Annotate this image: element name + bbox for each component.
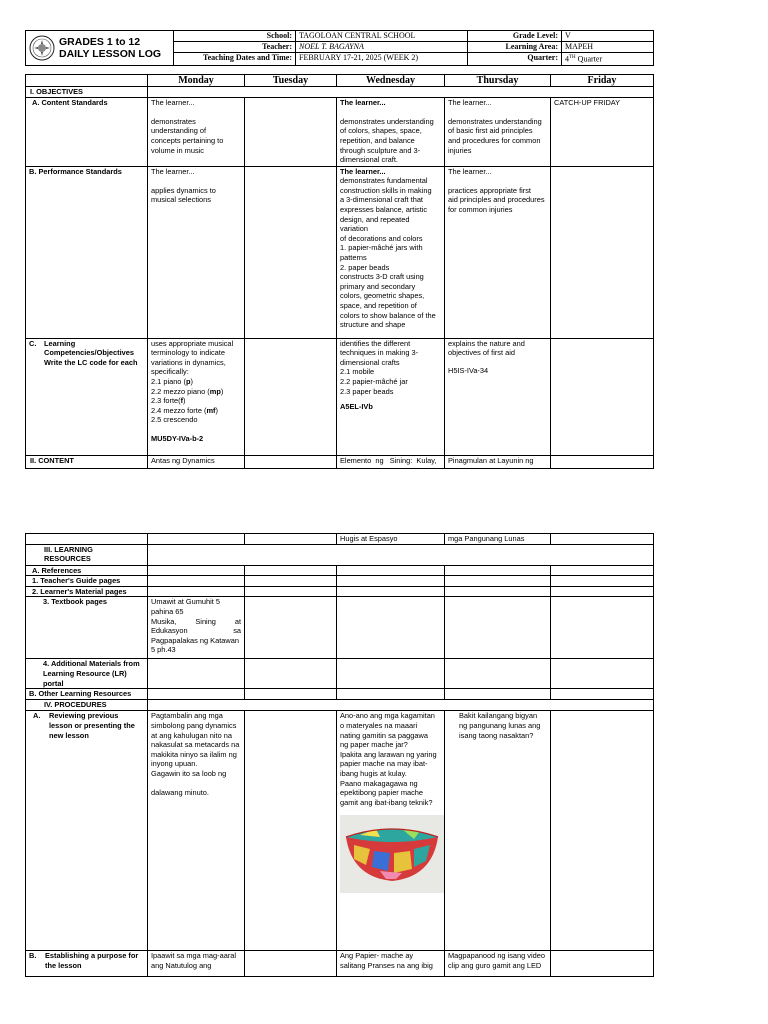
competencies-label xyxy=(26,338,148,455)
cont-thursday: mga Pangunang Lunas xyxy=(445,534,551,545)
competencies-prefix: C. xyxy=(29,338,37,348)
establishing-text: Establishing a purpose for the lesson xyxy=(45,951,139,970)
comp-mon-item xyxy=(151,406,241,416)
title-line1: GRADES 1 to 12 xyxy=(59,35,141,48)
comp-wed-body: identifies the different techniques in making 3- dimensional crafts 2.1 mobile 2.2 papier-mâché jar 2.3 paper beads xyxy=(340,338,419,396)
establishing-monday: Ipaawit sa mga mag-aaral ang Natutulog ang xyxy=(148,951,245,977)
lesson-table-page1 xyxy=(25,74,654,469)
content-standards-monday: The learner... demonstrates understanding of concepts pertaining to volume in music xyxy=(148,97,245,166)
performance-standards-row xyxy=(26,166,654,338)
competencies-wednesday xyxy=(337,338,445,455)
competencies-thursday xyxy=(445,338,551,455)
corner-cell xyxy=(26,75,148,87)
item-text: 2.4 mezzo forte ( xyxy=(151,405,207,415)
reviewing-prefix: A. xyxy=(33,711,41,721)
comp-wed-code: A5EL-IVb xyxy=(340,402,373,412)
quarter-value xyxy=(562,53,654,66)
lesson-table-page2 xyxy=(25,533,654,977)
comp-thu-code: H5IS-IVa-34 xyxy=(448,365,489,375)
content-thursday: Pinagmulan at Layunin ng xyxy=(445,455,551,468)
day-thursday: Thursday xyxy=(445,75,551,87)
comp-mon-line: uses appropriate musical xyxy=(151,338,234,348)
quarter-label: Quarter: xyxy=(468,53,562,66)
content-monday: Antas ng Dynamics xyxy=(148,455,245,468)
establishing-prefix: B. xyxy=(29,951,37,961)
comp-mon-item xyxy=(151,396,241,406)
school-label: School: xyxy=(174,31,296,42)
cs-wed-body: demonstrates understanding of colors, shapes, space, repetition, and balance through sculpture and 3- dimensional craft. xyxy=(340,116,434,165)
item-end: ) xyxy=(190,376,193,386)
quarter-sup: TH xyxy=(569,55,576,60)
tb-w: at xyxy=(234,616,241,626)
item-text: 2.3 forte( xyxy=(151,396,181,406)
item-text: 2.2 mezzo piano ( xyxy=(151,386,210,396)
ps-wed-body: demonstrates fundamental construction skills in making a 3-dimensional craft that expresses balance, artistic design, and repeated variation of decorations and colors 1. papier-mâché jars with patterns 2. paper beads constructs 3-D craft using primary and secondary colors, geometric shapes, space, and repetition of colors to show balance of the structure and shape xyxy=(340,176,436,330)
comp-mon-item xyxy=(151,377,241,387)
performance-standards-thursday: The learner... practices appropriate first aid principles and procedures for common injuries xyxy=(445,166,551,338)
reviewing-text: Reviewing previous lesson or presenting the new lesson xyxy=(49,711,135,740)
area-value: MAPEH xyxy=(562,42,654,53)
ps-wed-head: The learner... xyxy=(340,166,386,176)
content-row xyxy=(26,455,654,468)
textbook-label: 3. Textbook pages xyxy=(26,597,148,659)
establishing-wednesday: Ang Papier- mache ay salitang Pranses na ang ibig xyxy=(337,951,445,977)
papier-mache-bowl-image xyxy=(340,815,444,893)
content-standards-label: A. Content Standards xyxy=(26,97,148,166)
reviewing-wed-text: Ano-ano ang mga kagamitan o materyales na maaari nating gamitin sa paggawa ng paper mache jar? Ipakita ang larawan ng yaring papier mache na may ibat- ibang hugis at kulay. Paano makagagawa ng epektibong papier mache gamit ang ibat-ibang teknik? xyxy=(340,711,437,807)
grade-value: V xyxy=(562,31,654,42)
references-label: A. References xyxy=(26,565,148,576)
learning-resources-label: III. LEARNING RESOURCES xyxy=(26,544,148,565)
item-end: ) xyxy=(183,396,186,406)
item-text: 2.1 piano ( xyxy=(151,376,186,386)
comp-mon-last: 2.5 crescendo xyxy=(151,415,198,425)
dates-value: FEBRUARY 17-21, 2025 (WEEK 2) xyxy=(296,53,468,66)
reviewing-label xyxy=(26,711,148,951)
competencies-text: Learning Competencies/Objectives Write the LC code for each xyxy=(44,338,138,367)
teacher-label: Teacher: xyxy=(174,42,296,53)
day-tuesday: Tuesday xyxy=(245,75,337,87)
establishing-row xyxy=(26,951,654,977)
content-standards-wednesday xyxy=(337,97,445,166)
area-label: Learning Area: xyxy=(468,42,562,53)
comp-mon-line: terminology to indicate xyxy=(151,348,225,358)
quarter-num: 4 xyxy=(565,54,569,64)
reviewing-monday: Pagtambalin ang mga simbolong pang dynamics at ang kahulugan nito na nakasulat sa metacards na makikita ninyo sa ilalim ng inyong upuan. Gagawin ito sa loob ng dalawang minuto. xyxy=(148,711,245,951)
title-cell xyxy=(26,31,174,66)
teachers-guide-label: 1. Teacher's Guide pages xyxy=(26,576,148,587)
competencies-monday xyxy=(148,338,245,455)
tb-w: sa xyxy=(233,626,241,636)
competencies-friday xyxy=(551,338,654,455)
content-standards-friday: CATCH-UP FRIDAY xyxy=(551,97,654,166)
title-line2: DAILY LESSON LOG xyxy=(59,47,162,60)
content-wednesday: Elemento ng Sining: Kulay, xyxy=(337,455,445,468)
reviewing-thursday: Bakit kailangang bigyan ng pangunang lunas ang isang taong nasaktan? xyxy=(445,711,551,951)
item-sym: mp xyxy=(209,386,221,396)
reviewing-row xyxy=(26,711,654,951)
other-resources-label: B. Other Learning Resources xyxy=(26,689,148,700)
day-friday: Friday xyxy=(551,75,654,87)
item-sym: f xyxy=(180,396,184,406)
header-table xyxy=(25,30,654,66)
performance-standards-friday xyxy=(551,166,654,338)
content-tuesday xyxy=(245,455,337,468)
dates-label: Teaching Dates and Time: xyxy=(174,53,296,66)
additional-materials-label: 4. Additional Materials from Learning Resource (LR) portal xyxy=(26,659,148,689)
comp-mon-item xyxy=(151,387,241,397)
comp-mon-code: MU5DY-IVa-b-2 xyxy=(151,433,204,443)
textbook-monday xyxy=(148,597,245,659)
comp-mon-line: variations in dynamics, xyxy=(151,357,226,367)
quarter-word: Quarter xyxy=(575,54,603,64)
tb-w: Sining xyxy=(195,616,216,626)
day-wednesday: Wednesday xyxy=(337,75,445,87)
item-end: ) xyxy=(220,386,224,396)
learners-material-label: 2. Learner's Material pages xyxy=(26,586,148,597)
item-sym: mf xyxy=(206,405,216,415)
establishing-thursday: Magpapanood ng isang video clip ang guro gamit ang LED xyxy=(445,951,551,977)
procedures-label: IV. PROCEDURES xyxy=(26,700,148,711)
comp-mon-line: specifically: xyxy=(151,367,189,377)
performance-standards-label: B. Performance Standards xyxy=(26,166,148,338)
item-end: ) xyxy=(215,405,218,415)
days-header-row xyxy=(26,75,654,87)
performance-standards-wednesday xyxy=(337,166,445,338)
day-monday: Monday xyxy=(148,75,245,87)
reviewing-wednesday xyxy=(337,711,445,951)
cs-wed-head: The learner... xyxy=(340,97,386,107)
content-standards-thursday: The learner... demonstrates understanding of basic first aid principles and procedures for common injuries xyxy=(445,97,551,166)
objectives-span xyxy=(148,87,654,98)
content-friday xyxy=(551,455,654,468)
content-standards-tuesday xyxy=(245,97,337,166)
performance-standards-monday: The learner... applies dynamics to musical selections xyxy=(148,166,245,338)
objectives-heading: I. OBJECTIVES xyxy=(26,87,148,98)
grade-label: Grade Level: xyxy=(468,31,562,42)
content-standards-row xyxy=(26,97,654,166)
item-sym: p xyxy=(185,376,191,386)
content-label: II. CONTENT xyxy=(26,455,148,468)
comp-thu-body: explains the nature and objectives of first aid xyxy=(448,338,525,358)
deped-seal-icon xyxy=(29,35,55,61)
tb-w: Edukasyon xyxy=(151,626,188,636)
tb-w: Musika, xyxy=(151,616,177,626)
teacher-value: NOEL T. BAGAYNA xyxy=(296,42,468,53)
competencies-row xyxy=(26,338,654,455)
textbook-mon-1: Umawit at Gumuhit 5 pahina 65 xyxy=(151,597,221,616)
establishing-label xyxy=(26,951,148,977)
school-value: TAGOLOAN CENTRAL SCHOOL xyxy=(296,31,468,42)
competencies-tuesday xyxy=(245,338,337,455)
performance-standards-tuesday xyxy=(245,166,337,338)
textbook-mon-4: Pagpapalakas ng Katawan 5 ph.43 xyxy=(151,635,239,655)
cont-wednesday: Hugis at Espasyo xyxy=(337,534,445,545)
